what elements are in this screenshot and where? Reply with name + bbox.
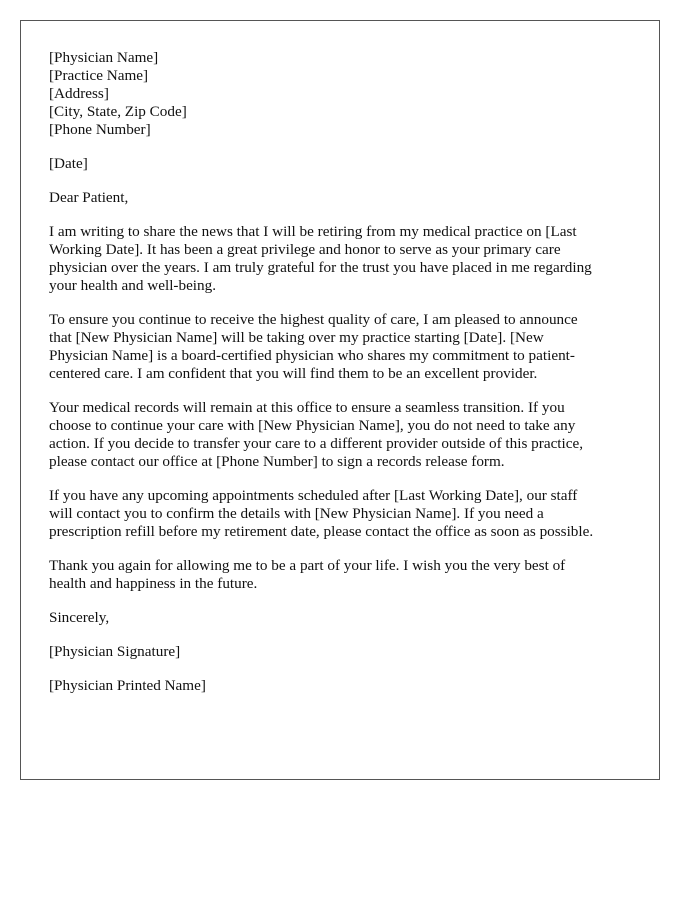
sender-phone: [Phone Number]: [49, 121, 151, 138]
printed-name: [49, 677, 629, 695]
paragraph-line: Physician Name] is a board-certified physician who shares my commitment to patient-: [49, 347, 575, 364]
paragraph-line: prescription refill before my retirement date, please contact the office as soon as possible.: [49, 523, 594, 540]
sender-address: [Address]: [49, 85, 109, 102]
letter-date: [49, 155, 629, 173]
paragraph-line: centered care. I am confident that you will find them to be an excellent provider.: [49, 365, 538, 382]
date-text: [Date]: [49, 155, 88, 172]
signature-text: [Physician Signature]: [49, 643, 181, 660]
paragraph-line: Working Date]. It has been a great privilege and honor to serve as your primary care: [49, 241, 561, 258]
paragraph-line: your health and well-being.: [49, 277, 217, 294]
paragraph-line: I am writing to share the news that I will be retiring from my medical practice on [Last: [49, 223, 577, 240]
paragraph-line: physician over the years. I am truly grateful for the trust you have placed in me regarding: [49, 259, 592, 276]
sender-practice-name: [Practice Name]: [49, 67, 149, 84]
paragraph-line: that [New Physician Name] will be taking over my practice starting [Date]. [New: [49, 329, 544, 346]
paragraph-line: choose to continue your care with [New Physician Name], you do not need to take any: [49, 417, 576, 434]
letter-page: [20, 20, 660, 780]
paragraph-line: health and happiness in the future.: [49, 575, 258, 592]
printed-name-text: [Physician Printed Name]: [49, 677, 206, 694]
paragraph-line: action. If you decide to transfer your care to a different provider outside of this practice,: [49, 435, 584, 452]
paragraph-new-physician: [49, 311, 629, 383]
paragraph-line: Your medical records will remain at this office to ensure a seamless transition. If you: [49, 399, 565, 416]
closing: [49, 609, 629, 627]
signature: [49, 643, 629, 661]
sender-city-state-zip: [City, State, Zip Code]: [49, 103, 187, 120]
paragraph-line: If you have any upcoming appointments scheduled after [Last Working Date], our staff: [49, 487, 578, 504]
letter-body: [49, 49, 629, 711]
paragraph-medical-records: [49, 399, 629, 471]
closing-text: Sincerely,: [49, 609, 110, 626]
paragraph-thank-you: [49, 557, 629, 593]
sender-address-block: [49, 49, 629, 139]
paragraph-line: will contact you to confirm the details with [New Physician Name]. If you need a: [49, 505, 544, 522]
paragraph-line: please contact our office at [Phone Number] to sign a records release form.: [49, 453, 505, 470]
sender-physician-name: [Physician Name]: [49, 49, 159, 66]
salutation: [49, 189, 629, 207]
paragraph-line: To ensure you continue to receive the highest quality of care, I am pleased to announce: [49, 311, 578, 328]
salutation-text: Dear Patient,: [49, 189, 129, 206]
paragraph-retirement-announcement: [49, 223, 629, 295]
paragraph-line: Thank you again for allowing me to be a part of your life. I wish you the very best of: [49, 557, 566, 574]
paragraph-appointments: [49, 487, 629, 541]
